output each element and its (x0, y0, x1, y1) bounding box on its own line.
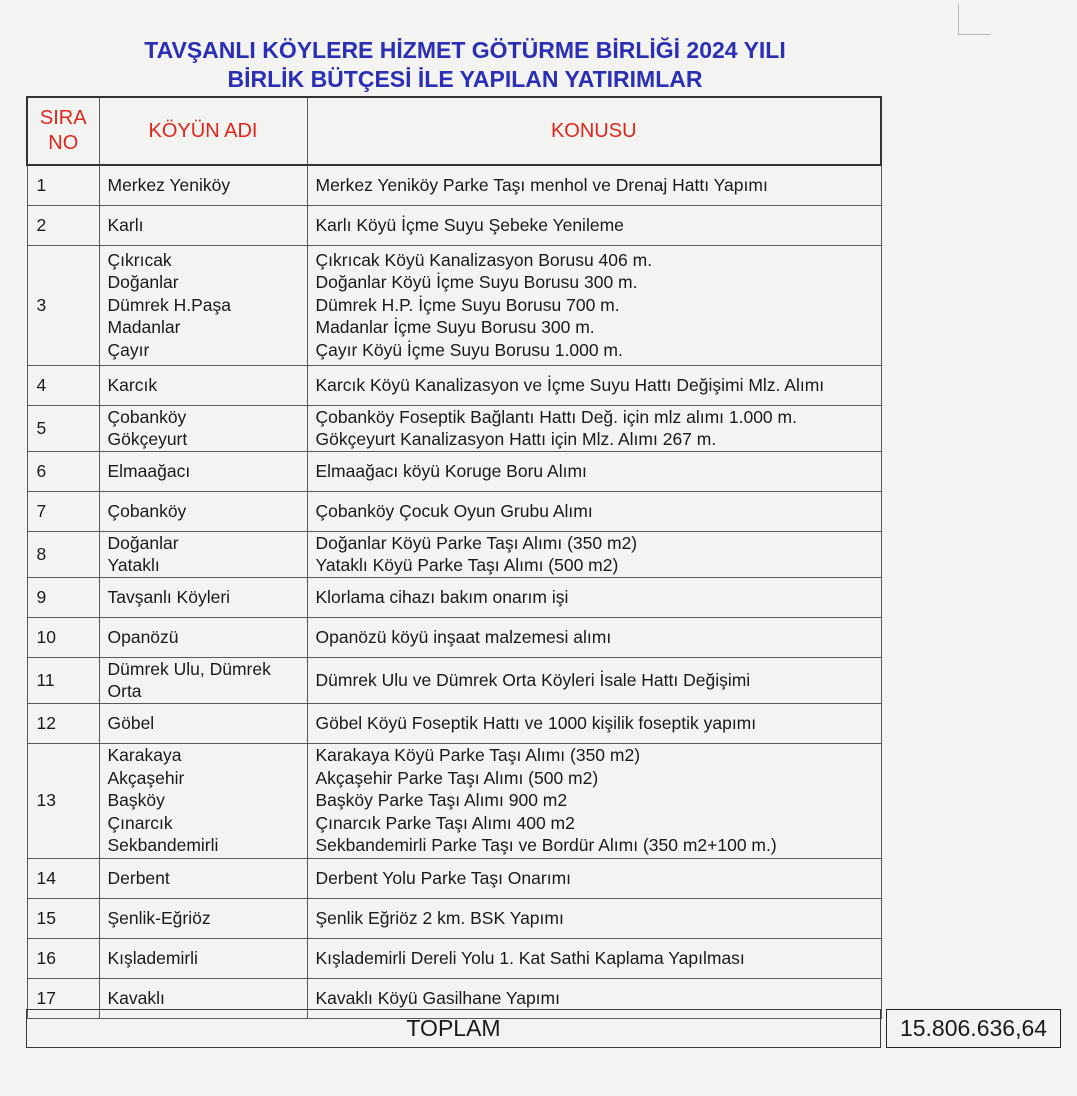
cell-koy-adi (99, 491, 307, 531)
koy-adi-line: Opanözü (107, 626, 179, 647)
header-sira-no: SIRA NO (27, 97, 99, 165)
koy-adi-line: Orta (107, 681, 142, 701)
cell-konusu (307, 743, 881, 858)
document-title (40, 36, 890, 94)
investments-table (26, 96, 882, 1019)
cell-sira-no: 2 (27, 205, 99, 245)
cell-sira-no: 13 (27, 743, 99, 858)
cell-sira-no: 1 (27, 165, 99, 205)
cell-sira-no: 16 (27, 938, 99, 978)
cell-konusu (307, 898, 881, 938)
konusu-line: Şenlik Eğriöz 2 km. BSK Yapımı (315, 907, 564, 928)
konusu-line: Göbel Köyü Foseptik Hattı ve 1000 kişilik foseptik yapımı (315, 712, 757, 733)
koy-adi-line: Karcık (107, 374, 158, 395)
cell-konusu (307, 451, 881, 491)
konusu-line: Karakaya Köyü Parke Taşı Alımı (350 m2) (315, 745, 641, 766)
cell-konusu (307, 858, 881, 898)
koy-adi-line: Gökçeyurt (107, 429, 188, 449)
konusu-line: Çobanköy Foseptik Bağlantı Hattı Değ. için mlz alımı 1.000 m. (315, 406, 797, 427)
cell-sira-no: 12 (27, 703, 99, 743)
koy-adi-line: Doğanlar (107, 532, 179, 553)
konusu-line: Dümrek Ulu ve Dümrek Orta Köyleri İsale Hattı Değişimi (315, 669, 751, 690)
table-row (27, 938, 881, 978)
cell-koy-adi (99, 451, 307, 491)
table-row (27, 703, 881, 743)
cell-konusu (307, 405, 881, 451)
cell-sira-no: 14 (27, 858, 99, 898)
table-row (27, 451, 881, 491)
konusu-line: Yataklı Köyü Parke Taşı Alımı (500 m2) (315, 555, 619, 575)
konusu-line: Merkez Yeniköy Parke Taşı menhol ve Drenaj Hattı Yapımı (315, 175, 768, 195)
cell-koy-adi (99, 245, 307, 365)
koy-adi-line: Sekbandemirli (107, 835, 219, 856)
cell-sira-no: 10 (27, 617, 99, 657)
cell-koy-adi (99, 657, 307, 703)
konusu-line: Çayır Köyü İçme Suyu Borusu 1.000 m. (315, 339, 623, 360)
cell-koy-adi (99, 205, 307, 245)
title-line-2: BİRLİK BÜTÇESİ İLE YAPILAN YATIRIMLAR (227, 66, 703, 92)
cell-koy-adi (99, 405, 307, 451)
koy-adi-line: Tavşanlı Köyleri (107, 586, 231, 607)
koy-adi-line: Çınarcık (107, 812, 173, 833)
title-line-1: TAVŞANLI KÖYLERE HİZMET GÖTÜRME BİRLİĞİ 2024 YILI (144, 37, 786, 63)
konusu-line: Doğanlar Köyü Parke Taşı Alımı (350 m2) (315, 532, 638, 553)
koy-adi-line: Madanlar (107, 317, 181, 338)
table-row (27, 531, 881, 577)
table-row (27, 365, 881, 405)
koy-adi-line: Çobanköy (107, 406, 187, 427)
konusu-line: Doğanlar Köyü İçme Suyu Borusu 300 m. (315, 272, 638, 293)
cell-sira-no: 15 (27, 898, 99, 938)
table-row (27, 205, 881, 245)
cell-konusu (307, 617, 881, 657)
koy-adi-line: Göbel (107, 712, 155, 733)
konusu-line: Elmaağacı köyü Koruge Boru Alımı (315, 460, 587, 481)
header-koy-adi: KÖYÜN ADI (99, 97, 307, 165)
koy-adi-line: Çobanköy (107, 500, 187, 521)
konusu-line: Madanlar İçme Suyu Borusu 300 m. (315, 317, 595, 338)
koy-adi-line: Derbent (107, 867, 170, 888)
cell-sira-no: 9 (27, 577, 99, 617)
cell-koy-adi (99, 743, 307, 858)
konusu-line: Çobanköy Çocuk Oyun Grubu Alımı (315, 500, 593, 521)
table-row (27, 577, 881, 617)
cell-konusu (307, 205, 881, 245)
koy-adi-line: Kavaklı (107, 987, 165, 1008)
table-row (27, 657, 881, 703)
koy-adi-line: Dümrek H.Paşa (107, 294, 232, 315)
total-value: 15.806.636,64 (887, 1010, 1061, 1048)
koy-adi-line: Elmaağacı (107, 460, 191, 481)
koy-adi-line: Merkez Yeniköy (107, 175, 231, 195)
cell-sira-no: 5 (27, 405, 99, 451)
table-row (27, 245, 881, 365)
cell-sira-no: 3 (27, 245, 99, 365)
cell-sira-no: 4 (27, 365, 99, 405)
cell-sira-no: 6 (27, 451, 99, 491)
total-label: TOPLAM (27, 1010, 881, 1048)
cell-koy-adi (99, 858, 307, 898)
cell-koy-adi (99, 898, 307, 938)
cell-konusu (307, 245, 881, 365)
konusu-line: Gökçeyurt Kanalizasyon Hattı için Mlz. Alımı 267 m. (315, 429, 717, 449)
table-row (27, 898, 881, 938)
cell-koy-adi (99, 617, 307, 657)
cell-konusu (307, 165, 881, 205)
konusu-line: Akçaşehir Parke Taşı Alımı (500 m2) (315, 767, 599, 788)
table-header-row (27, 97, 881, 165)
cell-sira-no: 8 (27, 531, 99, 577)
table-row (27, 617, 881, 657)
konusu-line: Derbent Yolu Parke Taşı Onarımı (315, 867, 572, 888)
konusu-line: Karlı Köyü İçme Suyu Şebeke Yenileme (315, 214, 624, 235)
cell-koy-adi (99, 938, 307, 978)
konusu-line: Karcık Köyü Kanalizasyon ve İçme Suyu Hattı Değişimi Mlz. Alımı (315, 374, 825, 395)
konusu-line: Başköy Parke Taşı Alımı 900 m2 (315, 790, 568, 811)
total-table (26, 1009, 1061, 1048)
table-row (27, 858, 881, 898)
konusu-line: Dümrek H.P. İçme Suyu Borusu 700 m. (315, 294, 620, 315)
koy-adi-line: Kışlademirli (107, 947, 198, 968)
konusu-line: Opanözü köyü inşaat malzemesi alımı (315, 626, 612, 647)
koy-adi-line: Akçaşehir (107, 767, 185, 788)
cell-konusu (307, 531, 881, 577)
cell-sira-no: 7 (27, 491, 99, 531)
cell-koy-adi (99, 577, 307, 617)
koy-adi-line: Çayır (107, 339, 150, 360)
cell-konusu (307, 577, 881, 617)
table-row (27, 165, 881, 205)
cell-sira-no: 11 (27, 657, 99, 703)
cell-koy-adi (99, 365, 307, 405)
total-row (27, 1010, 1061, 1048)
table-row (27, 491, 881, 531)
cell-koy-adi (99, 531, 307, 577)
koy-adi-line: Yataklı (107, 555, 160, 575)
cell-konusu (307, 703, 881, 743)
konusu-line: Sekbandemirli Parke Taşı ve Bordür Alımı (350 m2+100 m.) (315, 835, 777, 856)
cell-konusu (307, 365, 881, 405)
page-corner-mark (958, 4, 991, 35)
cell-konusu (307, 657, 881, 703)
konusu-line: Klorlama cihazı bakım onarım işi (315, 586, 569, 607)
koy-adi-line: Karlı (107, 214, 144, 235)
koy-adi-line: Dümrek Ulu, Dümrek (107, 658, 271, 679)
konusu-line: Kavaklı Köyü Gasilhane Yapımı (315, 987, 560, 1008)
cell-konusu (307, 491, 881, 531)
konusu-line: Kışlademirli Dereli Yolu 1. Kat Sathi Kaplama Yapılması (315, 947, 745, 968)
cell-konusu (307, 938, 881, 978)
koy-adi-line: Şenlik-Eğriöz (107, 907, 211, 928)
table-row (27, 743, 881, 858)
koy-adi-line: Çıkrıcak (107, 249, 172, 270)
koy-adi-line: Karakaya (107, 745, 182, 766)
koy-adi-line: Başköy (107, 790, 165, 811)
cell-koy-adi (99, 165, 307, 205)
koy-adi-line: Doğanlar (107, 272, 179, 293)
table-body (27, 165, 881, 1018)
cell-koy-adi (99, 703, 307, 743)
konusu-line: Çınarcık Parke Taşı Alımı 400 m2 (315, 812, 575, 833)
header-konusu: KONUSU (307, 97, 881, 165)
table-row (27, 405, 881, 451)
cell-sira-no: 17 (27, 978, 99, 1018)
konusu-line: Çıkrıcak Köyü Kanalizasyon Borusu 406 m. (315, 249, 653, 270)
